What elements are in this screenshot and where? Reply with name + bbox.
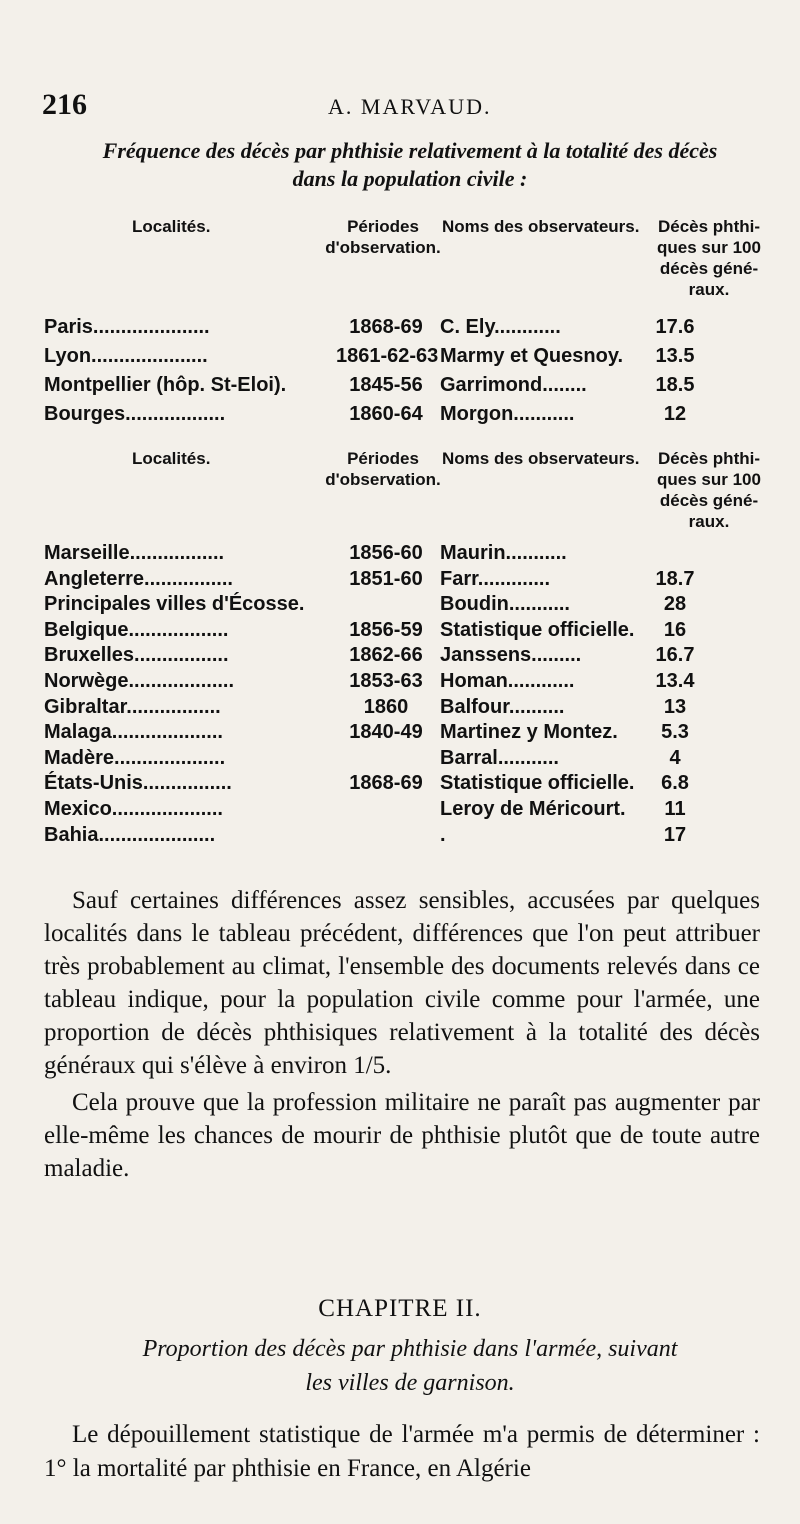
table-cell-pct: 12 (663, 403, 687, 425)
table-cell-obs: Maurin........... (440, 542, 567, 564)
table-cell-pct: 6.8 (661, 772, 689, 795)
table-cell-pct: 17 (663, 823, 687, 846)
table-cell-per: 1856-60 (349, 542, 423, 564)
table-cell-loc: Bruxelles................. (44, 644, 229, 667)
t1-header-periodes (318, 216, 448, 258)
table-cell-obs: Homan............ (440, 670, 575, 692)
t2-header-deces-l4: raux. (688, 512, 730, 531)
table-cell-loc: Paris..................... (44, 316, 210, 338)
t2-header-localites: Localités. (132, 449, 211, 468)
table-cell-obs: Boudin........... (440, 593, 570, 616)
table-cell-loc: Bourges.................. (44, 403, 226, 425)
t1-header-periodes-l1: Périodes (347, 217, 419, 236)
table-cell-obs: Balfour.......... (440, 695, 565, 718)
t1-header-localites: Localités. (132, 217, 211, 236)
table-cell-per: 1856-59 (349, 618, 423, 641)
paragraph-1: Sauf certaines différences assez sensibles, accusées par quelques localités dans le tableau précédent, différences que l'on peut attribuer très probablement au climat, l'ensemble des documents relevés dans ce tableau indique, pour la population civile comme pour l'armée, une proportion de décès phthisiques relativement à la totalité des décès généraux qui s'élève à environ 1/5. (44, 887, 760, 1079)
table-cell-pct: 18.5 (655, 374, 695, 396)
table-cell-per: 1860-64 (349, 403, 423, 425)
paragraph-3 (44, 1418, 760, 1486)
table-cell-pct: 18.7 (655, 567, 695, 590)
t1-header-deces-l4: raux. (688, 280, 730, 299)
table-cell-loc: Madère.................... (44, 746, 226, 769)
t1-header-deces-l2: ques sur 100 (657, 238, 761, 257)
table-cell-obs: Garrimond........ (440, 374, 587, 396)
body-text (44, 884, 760, 1185)
table-cell-pct: 28 (663, 593, 687, 616)
table-cell-pct: 4 (669, 746, 681, 769)
table-cell-obs: Statistique officielle. (440, 618, 635, 641)
t2-header-observateurs: Noms des observateurs. (442, 449, 640, 468)
table-cell-obs: Leroy de Méricourt. (440, 798, 626, 820)
t2-header-periodes-l2: d'observation. (325, 470, 441, 489)
table-cell-per: 1860 (363, 695, 409, 718)
table-cell-obs: Barral........... (440, 746, 559, 769)
table-cell-loc: Marseille................. (44, 542, 225, 564)
table-cell-obs: Martinez y Montez. (440, 721, 618, 744)
table-cell-pct: 16 (663, 618, 687, 641)
t2-header-periodes (318, 448, 448, 490)
table-cell-loc: États-Unis................ (44, 772, 232, 795)
t2-header-deces-l2: ques sur 100 (657, 470, 761, 489)
table-cell-loc: Angleterre................ (44, 567, 233, 590)
chapter-subtitle-line2: les villes de garnison. (305, 1370, 515, 1396)
running-head: A. MARVAUD. (328, 94, 492, 119)
table-cell-per: 1861-62-63 (336, 345, 439, 367)
table-cell-pct: 13 (663, 695, 687, 718)
table-cell-per: 1868-69 (349, 316, 423, 338)
table-cell-pct: 13.4 (655, 670, 695, 692)
paragraph-3-text: Le dépouillement statistique de l'armée m'a permis de déterminer : 1° la mortalité par phthisie en France, en Algérie (44, 1421, 760, 1482)
table-cell-obs: . (440, 823, 446, 846)
table-cell-obs: Marmy et Quesnoy. (440, 345, 624, 367)
table-cell-loc: Norwège................... (44, 670, 235, 692)
t2-header-deces (644, 448, 774, 532)
t1-header-deces-l3: décès géné- (659, 259, 759, 278)
table-cell-pct: 17.6 (655, 316, 695, 338)
table-cell-pct: 16.7 (655, 644, 695, 667)
table-cell-pct: 5.3 (661, 721, 689, 744)
table-cell-loc: Mexico.................... (44, 798, 223, 820)
table-cell-loc: Malaga.................... (44, 721, 223, 744)
table-cell-loc: Belgique.................. (44, 618, 229, 641)
t1-header-observateurs: Noms des observateurs. (442, 217, 640, 236)
t2-header-deces-l3: décès géné- (659, 491, 759, 510)
table-cell-loc: Lyon..................... (44, 345, 208, 367)
table-cell-per: 1851-60 (349, 567, 423, 590)
table-cell-obs: Statistique officielle. (440, 772, 635, 795)
table-cell-per: 1868-69 (349, 772, 423, 795)
table-cell-obs: C. Ely............ (440, 316, 561, 338)
table-cell-per: 1853-63 (349, 670, 423, 692)
table-cell-loc: Principales villes d'Écosse. (44, 593, 305, 616)
table-cell-pct: 11 (664, 798, 686, 820)
table-cell-pct: 13.5 (655, 345, 695, 367)
t1-header-deces (644, 216, 774, 300)
table-cell-per: 1862-66 (349, 644, 423, 667)
table-cell-per: 1845-56 (349, 374, 423, 396)
table-cell-obs: Morgon........... (440, 403, 575, 425)
table-caption-line2: dans la population civile : (292, 166, 528, 191)
t2-header-deces-l1: Décès phthi- (657, 449, 761, 468)
table-cell-loc: Montpellier (hôp. St-Eloi). (44, 374, 287, 396)
table-cell-loc: Gibraltar................. (44, 695, 221, 718)
chapter-title: CHAPITRE II. (318, 1295, 482, 1322)
table-cell-per: 1840-49 (349, 721, 423, 744)
t1-header-periodes-l2: d'observation. (325, 238, 441, 257)
t2-header-periodes-l1: Périodes (347, 449, 419, 468)
table-caption-line1: Fréquence des décès par phthisie relativement à la totalité des décès (102, 138, 718, 163)
table-cell-loc: Bahia..................... (44, 823, 216, 846)
table-cell-obs: Farr............. (440, 567, 551, 590)
table-cell-obs: Janssens......... (440, 644, 582, 667)
paragraph-2: Cela prouve que la profession militaire ne paraît pas augmenter par elle-même les chances de mourir de phthisie plutôt que de toute autre maladie. (44, 1089, 760, 1182)
t1-header-deces-l1: Décès phthi- (657, 217, 761, 236)
page-number: 216 (42, 88, 87, 121)
chapter-subtitle-line1: Proportion des décès par phthisie dans l'armée, suivant (142, 1336, 678, 1362)
